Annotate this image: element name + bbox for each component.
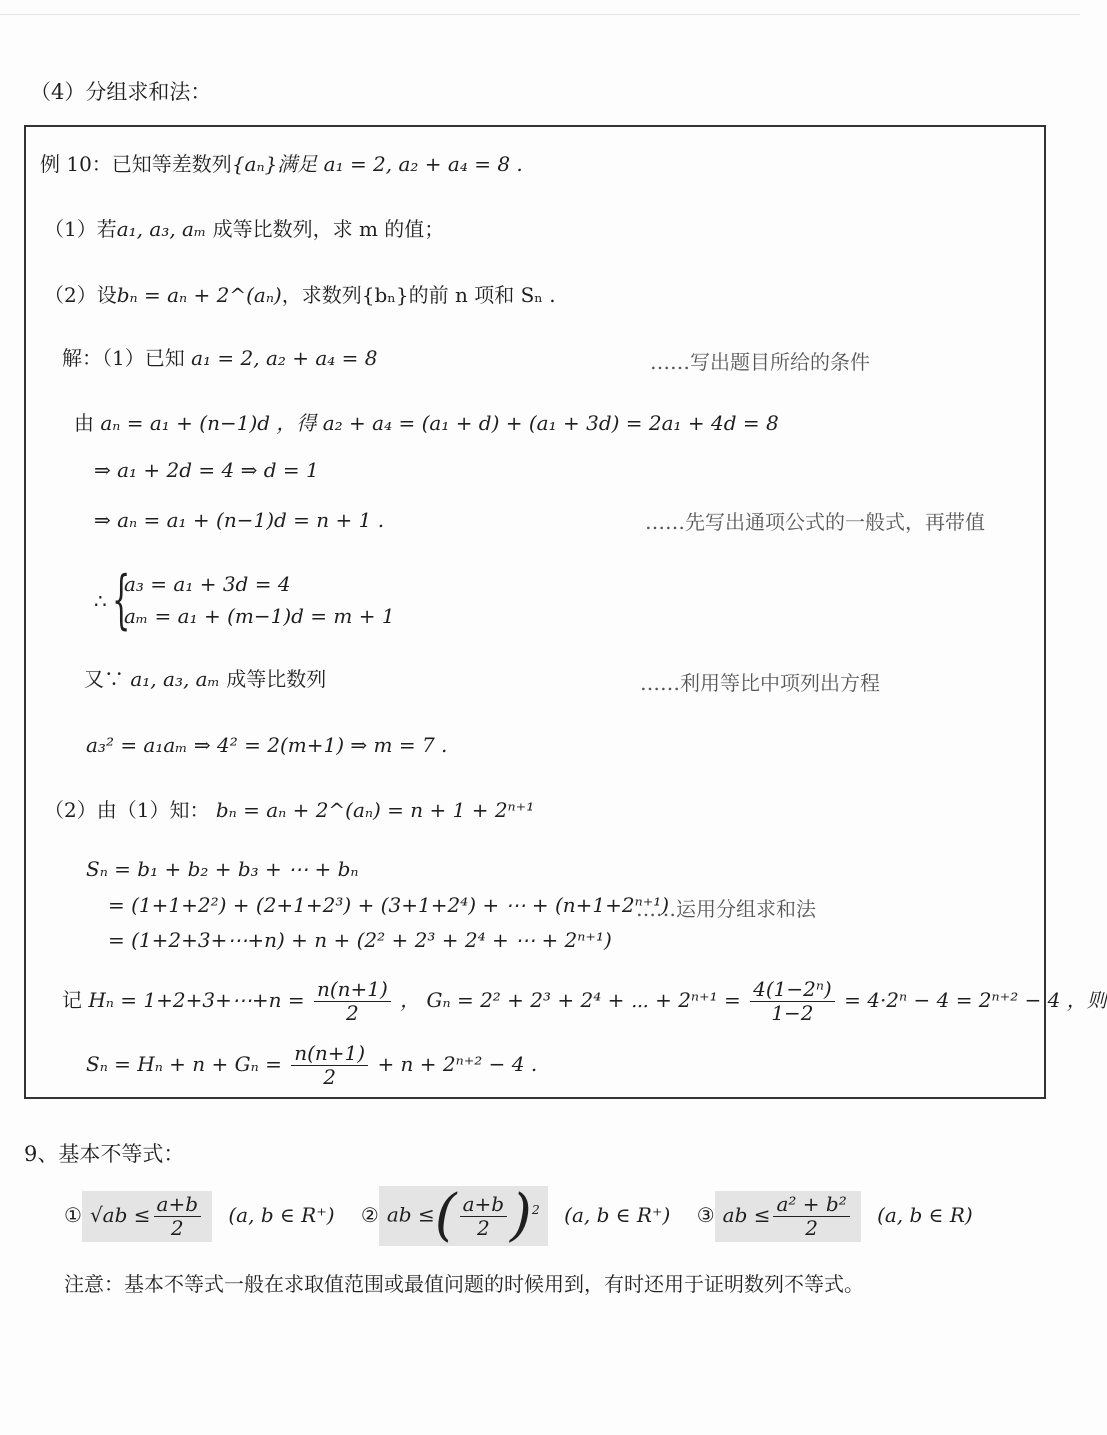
section-heading-grouping-sum: （4）分组求和法： [30,80,212,104]
part-2-formula: （2）由（1）知： bₙ = aₙ + 2^(aₙ) = n + 1 + 2ⁿ⁺¹ [44,798,535,822]
inequality-3: ③ ab ≤ $\frac{\text{a² + b²}}{2}$ (a, b ∈ R) [696,1191,973,1240]
therefore-symbol: ∴ [94,589,107,613]
inequality-row [64,1183,973,1248]
note-geometric-mean: ……利用等比中项列出方程 [640,671,880,695]
s-fraction: $\frac{n(n+1)}{2}$ [291,1042,368,1089]
step-general-term: 由 aₙ = a₁ + (n−1)d ，得 a₂ + a₄ = (a₁ + d) + (a₁ + 3d) = 2a₁ + 4d = 8 [74,411,779,435]
sum-line-2: = (1+1+2²) + (2+1+2³) + (3+1+2⁴) + ⋯ + (n+1+2ⁿ⁺¹) [108,893,670,917]
note-given-conditions: ……写出题目所给的条件 [650,350,870,374]
final-sum: Sₙ = Hₙ + n + Gₙ = $\frac{n(n+1)}{2}$ + n + 2ⁿ⁺² − 4 . [86,1041,538,1089]
top-divider [0,14,1080,15]
sum-line-3: = (1+2+3+⋯+n) + n + (2² + 2³ + 2⁴ + ⋯ + 2ⁿ⁺¹) [108,928,612,952]
step-solve-m: a₃² = a₁aₘ ⇒ 4² = 2(m+1) ⇒ m = 7 . [86,733,448,757]
question-1: （1）若a₁, a₃, aₘ 成等比数列，求 m 的值； [44,217,445,241]
inequality-2: ② ab ≤( $\frac{a+b}{2}$ )$^2$ (a, b ∈ R⁺) [360,1183,671,1248]
inequality-1: ① √ab ≤ $\frac{a+b}{2}$ (a, b ∈ R⁺) [64,1191,335,1240]
step-solve-d: ⇒ a₁ + 2d = 4 ⇒ d = 1 [94,458,319,482]
caution-note: 注意：基本不等式一般在求取值范围或最值问题的时候用到，有时还用于证明数列不等式。 [64,1272,864,1296]
left-brace: { [112,563,131,637]
example-title: 例 10：已知等差数列{aₙ}满足 a₁ = 2, a₂ + a₄ = 8 . [40,152,523,176]
system-eq-1: a₃ = a₁ + 3d = 4 [124,572,291,596]
sum-line-1: Sₙ = b₁ + b₂ + b₃ + ⋯ + bₙ [86,857,359,881]
step-an-formula: ⇒ aₙ = a₁ + (n−1)d = n + 1 . [94,508,385,532]
question-2: （2）设bₙ = aₙ + 2^(aₙ)，求数列{bₙ}的前 n 项和 Sₙ . [44,283,556,307]
h-fraction: $\frac{n(n+1)}{2}$ [314,978,391,1025]
define-h-g: 记 Hₙ = 1+2+3+⋯+n = $\frac{n(n+1)}{2}$ ， Gₙ = 2² + 2³ + 2⁴ + ⋯ + 2ⁿ⁺¹ = $\frac{\text{4(1−2ⁿ)}}{1-2}$ = 4·2ⁿ − 4 = 2ⁿ⁺² − 4 ，则 [62,977,1107,1025]
g-fraction: $\frac{\text{4(1−2ⁿ)}}{1-2}$ [750,978,835,1025]
because-statement: 又∵ a₁, a₃, aₘ 成等比数列 [84,667,327,691]
note-grouping-method: ……运用分组求和法 [636,897,816,921]
note-general-formula: ……先写出通项公式的一般式，再带值 [645,510,985,534]
system-eq-2: aₘ = a₁ + (m−1)d = m + 1 [124,604,395,628]
section-heading-basic-inequality: 9、基本不等式： [24,1142,185,1166]
solution-given: 解：（1）已知 a₁ = 2, a₂ + a₄ = 8 [62,346,378,370]
